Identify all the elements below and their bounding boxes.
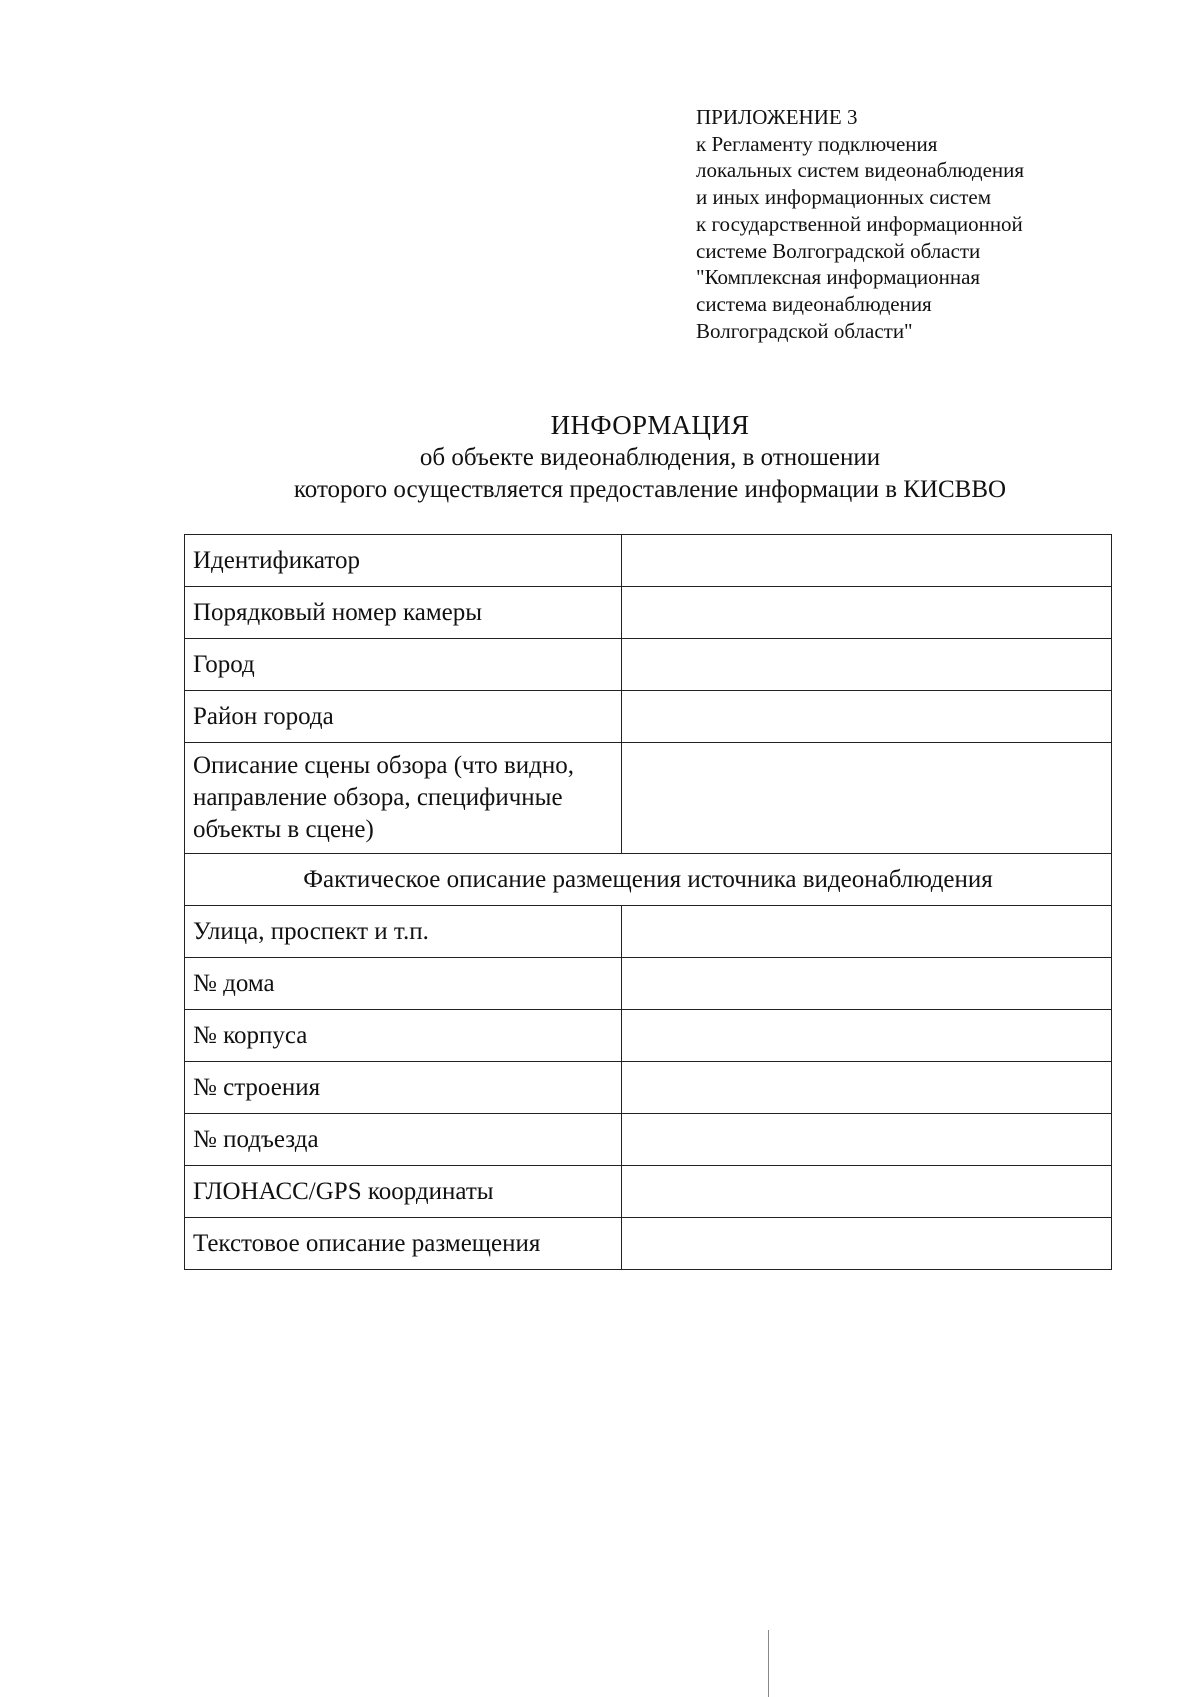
row-label: № корпуса <box>185 1010 622 1062</box>
table-row-house-number <box>185 958 1112 1010</box>
table-row-city-district <box>185 691 1112 743</box>
table-row-placement-text <box>185 1218 1112 1270</box>
section-header: Фактическое описание размещения источника видеонаблюдения <box>185 854 1112 906</box>
appendix-line: к Регламенту подключения <box>696 131 938 156</box>
document-title: ИНФОРМАЦИЯ <box>550 410 750 440</box>
row-value-field[interactable] <box>622 906 1112 958</box>
table-row-building-block <box>185 1010 1112 1062</box>
row-label: № дома <box>185 958 622 1010</box>
row-label: Район города <box>185 691 622 743</box>
row-label: Идентификатор <box>185 535 622 587</box>
row-label: Улица, проспект и т.п. <box>185 906 622 958</box>
row-value-field[interactable] <box>622 1010 1112 1062</box>
appendix-line: системе Волгоградской области <box>696 238 981 263</box>
table-row-scene-description <box>185 743 1112 854</box>
document-title-block <box>200 408 1100 506</box>
scan-artifact-line <box>768 1630 769 1697</box>
document-subtitle-line-1: об объекте видеонаблюдения, в отношении <box>419 444 881 471</box>
document-subtitle-line-2: которого осуществляется предоставление информации в КИСВВО <box>293 476 1007 503</box>
appendix-line: "Комплексная информационная <box>696 265 981 290</box>
row-label: № строения <box>185 1062 622 1114</box>
row-label: № подъезда <box>185 1114 622 1166</box>
appendix-header <box>696 104 1116 344</box>
row-value-field[interactable] <box>622 1218 1112 1270</box>
table-row-gps-coordinates <box>185 1166 1112 1218</box>
table-row-camera-number <box>185 587 1112 639</box>
row-label: Текстовое описание размещения <box>185 1218 622 1270</box>
row-label: ГЛОНАСС/GPS координаты <box>185 1166 622 1218</box>
row-value-field[interactable] <box>622 1062 1112 1114</box>
table-row-structure-number <box>185 1062 1112 1114</box>
row-value-field[interactable] <box>622 691 1112 743</box>
row-value-field[interactable] <box>622 587 1112 639</box>
table-row-identifier <box>185 535 1112 587</box>
row-label: Описание сцены обзора (что видно, направление обзора, специфичные объекты в сцене) <box>185 743 622 854</box>
table-row-city <box>185 639 1112 691</box>
row-label: Город <box>185 639 622 691</box>
appendix-line: локальных систем видеонаблюдения <box>696 158 1025 183</box>
row-label: Порядковый номер камеры <box>185 587 622 639</box>
appendix-line: Волгоградской области" <box>696 318 913 343</box>
appendix-line: и иных информационных систем <box>696 185 992 210</box>
table-section-header-row <box>185 854 1112 906</box>
row-value-field[interactable] <box>622 958 1112 1010</box>
row-value-field[interactable] <box>622 1114 1112 1166</box>
appendix-line: система видеонаблюдения <box>696 291 932 316</box>
table-row-entrance-number <box>185 1114 1112 1166</box>
row-value-field[interactable] <box>622 535 1112 587</box>
info-table <box>184 534 1112 1270</box>
row-value-field[interactable] <box>622 743 1112 854</box>
row-value-field[interactable] <box>622 639 1112 691</box>
table-row-street <box>185 906 1112 958</box>
row-value-field[interactable] <box>622 1166 1112 1218</box>
appendix-line: к государственной информационной <box>696 211 1023 236</box>
appendix-title: ПРИЛОЖЕНИЕ 3 <box>696 105 858 129</box>
